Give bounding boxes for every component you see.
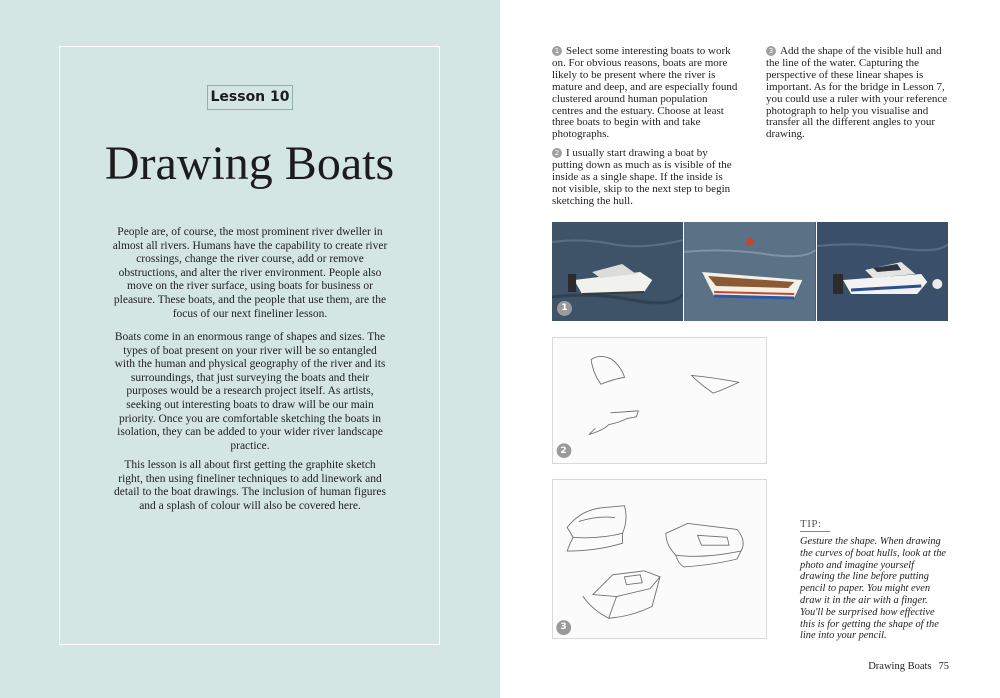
sketch-1-badge: 2 <box>560 446 567 456</box>
step-1-text: Select some interesting boats to work on. For obvious reasons, boats are more likely to be present where the river is mature and deep, and are especially found clustered around human population centres and the estuary. Choose at least three boats to begin with and take photographs. <box>552 45 738 141</box>
lesson-badge: Lesson 10 <box>207 85 293 110</box>
step-1-number: 1 <box>552 46 562 56</box>
boat-photo-strip <box>552 222 948 321</box>
pencil-sketch-1 <box>552 337 767 464</box>
tip-text: Gesture the shape. When drawing the curves of boat hulls, look at the photo and imagine yourself drawing the line before putting pencil to paper. You might even draw it in the air with a finger. You'll be surprised how effective this is for getting the shape of the line into your pencil. <box>800 536 947 642</box>
step-3-number: 3 <box>766 46 776 56</box>
boat-photo-3 <box>817 222 948 321</box>
sketch-2-badge: 3 <box>560 622 567 632</box>
step-3-text: Add the shape of the visible hull and the line of the water. Capturing the perspective of these linear shapes is important. As for the bridge in Lesson 7, you could use a ruler with your reference photograph to help you visualise and transfer all the different angles to your drawing. <box>766 45 948 141</box>
pencil-sketch-2 <box>552 479 767 639</box>
page-title: Drawing Boats <box>104 137 395 190</box>
tip-title: TIP: <box>800 518 822 530</box>
intro-paragraph-1: People are, of course, the most prominent river dweller in almost all rivers. Humans have the capability to create river crossings, change the river course, add or remove obstructions, and alter the river environment. People also move on the river surface, using boats for business or pleasure. These boats, and the people that use them, are the focus of our next fineliner lesson. <box>112 226 388 320</box>
intro-paragraph-2: Boats come in an enormous range of shapes and sizes. The types of boat present on your river will be so entangled with the human and physical geography of the river and its surroundings, that just surveying the boats and their purposes would be a research project itself. As artists, seeking out interesting boats to draw will be our main priority. Once you are comfortable sketching the boats in isolation, they can be added to your wider river landscape practice. <box>114 331 386 452</box>
page-number: 75 <box>938 661 949 672</box>
step-2-number: 2 <box>552 148 562 158</box>
step-3 <box>766 46 950 141</box>
tip-divider <box>800 531 830 532</box>
step-1 <box>552 46 738 141</box>
step-2-text: I usually start drawing a boat by putting down as much as is visible of the inside as a single shape. If the inside is not visible, skip to the next step to begin sketching the hull. <box>552 147 732 207</box>
page-footer <box>868 661 949 672</box>
photo-badge: 1 <box>557 301 572 316</box>
running-title: Drawing Boats <box>868 661 932 672</box>
intro-paragraph-3: This lesson is all about first getting the graphite sketch right, then using fineliner techniques to add linework and detail to the boat drawings. The inclusion of human figures and a splash of colour will also be covered here. <box>114 459 386 512</box>
boat-photo-2 <box>684 222 815 321</box>
boat-photo-1 <box>552 222 683 321</box>
step-2 <box>552 148 738 208</box>
